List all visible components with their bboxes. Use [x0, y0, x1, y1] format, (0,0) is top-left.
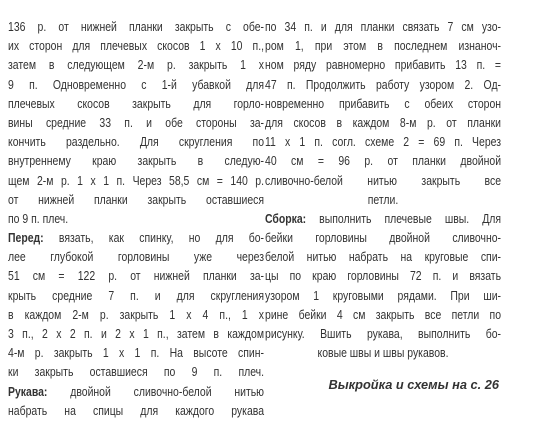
line-text: 47 п. Продолжить работу узором 2. Од-: [265, 77, 502, 92]
right-column-line: [265, 56, 501, 75]
left-column-line: [8, 383, 264, 402]
right-column-line: [265, 95, 501, 114]
left-column-line: [8, 18, 264, 37]
right-column-line: [265, 172, 501, 191]
right-column-line: [265, 133, 501, 152]
section-label: Перед:: [8, 231, 44, 246]
right-column-line: [265, 344, 501, 363]
line-text: 40 см = 96 р. от планки двойной: [265, 154, 502, 169]
line-text: набрать на спицы для каждого рукава: [8, 403, 265, 418]
line-text: кончить раздельно. Для скругления по: [8, 135, 265, 150]
left-text-column: [8, 18, 264, 421]
line-text: узором 1 круговыми рядами. При ши-: [265, 288, 502, 303]
right-column-line: [265, 306, 501, 325]
line-text: 4-м р. закрыть 1 х 1 п. На высоте спин-: [8, 346, 265, 361]
section-label: Рукава:: [8, 384, 48, 399]
line-text: ном ряду равномерно прибавить 13 п. =: [265, 58, 502, 73]
left-column-line: [8, 56, 264, 75]
line-text: двойной сливочно-белой нитью: [47, 384, 265, 399]
section-label: Сборка:: [265, 211, 307, 226]
line-text: 136 р. от нижней планки закрыть с обе-: [8, 20, 265, 34]
left-column-line: [8, 229, 264, 248]
line-text: лее глубокой горловины уже через: [8, 250, 265, 265]
line-text: по 34 п. и для планки связать 7 см узо-: [265, 20, 502, 34]
left-column-line: [8, 363, 264, 382]
right-column-line: [265, 76, 501, 95]
left-column-line: [8, 37, 264, 56]
line-text: по 9 п. плеч.: [8, 211, 69, 226]
line-text: сливочно-белой нитью закрыть все: [265, 173, 502, 188]
line-text: плечевых скосов закрыть для горло-: [8, 96, 265, 111]
left-column-line: [8, 210, 264, 229]
left-column-line: [8, 325, 264, 344]
line-text: вязать, как спинку, но для бо-: [43, 231, 265, 246]
line-text: 51 см = 122 р. от нижней планки за-: [8, 269, 265, 284]
left-column-line: [8, 133, 264, 152]
left-column-line: [8, 152, 264, 171]
line-text: внутреннему краю закрыть в следую-: [8, 154, 265, 169]
left-column-line: [8, 344, 264, 363]
left-column-line: [8, 76, 264, 95]
right-column-line: [265, 18, 501, 37]
line-text: их сторон для плечевых скосов 1 х 10 п.,: [8, 39, 265, 54]
line-text: петли.: [367, 192, 399, 207]
right-column-line: [265, 152, 501, 171]
right-text-column: [265, 18, 501, 363]
line-text: бейки горловины двойной сливочно-: [265, 231, 502, 246]
line-text: крыть средние 7 п. и для скругления: [8, 288, 265, 303]
right-column-line: [265, 191, 501, 210]
left-column-line: [8, 248, 264, 267]
right-column-line: [265, 325, 501, 344]
line-text: рисунку. Вшить рукава, выполнить бо-: [265, 327, 502, 341]
line-text: вины средние 33 п. и обе стороны за-: [8, 115, 265, 130]
line-text: затем в следующем 2-м р. закрыть 1 х: [8, 58, 265, 73]
line-text: 11 х 1 п. согл. схеме 2 = 69 п. Через: [265, 135, 502, 150]
line-text: рине бейки 4 см закрыть все петли по: [265, 307, 502, 322]
line-text: новременно прибавить с обеих сторон: [265, 96, 502, 111]
left-column-line: [8, 402, 264, 421]
right-column-line: [265, 210, 501, 229]
line-text: ки закрыть оставшиеся по 9 п. плеч.: [8, 365, 265, 380]
line-text: цы по краю горловины 72 п. и вязать: [265, 269, 502, 284]
left-column-line: [8, 267, 264, 286]
line-text: белой нитью набрать на круговые спи-: [265, 250, 502, 265]
line-text: 3 п., 2 х 2 п. и 2 х 1 п., затем в каждом: [8, 327, 265, 341]
left-column-line: [8, 287, 264, 306]
right-column-line: [265, 267, 501, 286]
left-column-line: [8, 172, 264, 191]
right-column-line: [265, 114, 501, 133]
line-text: ковые швы и швы рукавов.: [317, 346, 449, 361]
line-text: выполнить плечевые швы. Для: [306, 211, 502, 226]
left-column-line: [8, 95, 264, 114]
line-text: 9 п. Одновременно с 1-й убавкой для: [8, 77, 265, 92]
right-column-line: [265, 229, 501, 248]
right-column-line: [265, 287, 501, 306]
line-text: в каждом 2-м р. закрыть 1 х 4 п., 1 х: [8, 307, 265, 322]
line-text: щем 2-м р. 1 х 1 п. Через 58,5 см = 140 р.: [8, 173, 265, 188]
line-text: от нижней планки закрыть оставшиеся: [8, 192, 265, 207]
left-column-line: [8, 191, 264, 210]
right-column-line: [265, 37, 501, 56]
line-text: ром 1, при этом в последнем изнаноч-: [265, 39, 502, 54]
line-text: для скосов в каждом 8-м р. от планки: [265, 115, 502, 130]
right-column-line: [265, 248, 501, 267]
left-column-line: [8, 114, 264, 133]
left-column-line: [8, 306, 264, 325]
pattern-reference-footer: Выкройка и схемы на с. 26: [328, 377, 499, 392]
